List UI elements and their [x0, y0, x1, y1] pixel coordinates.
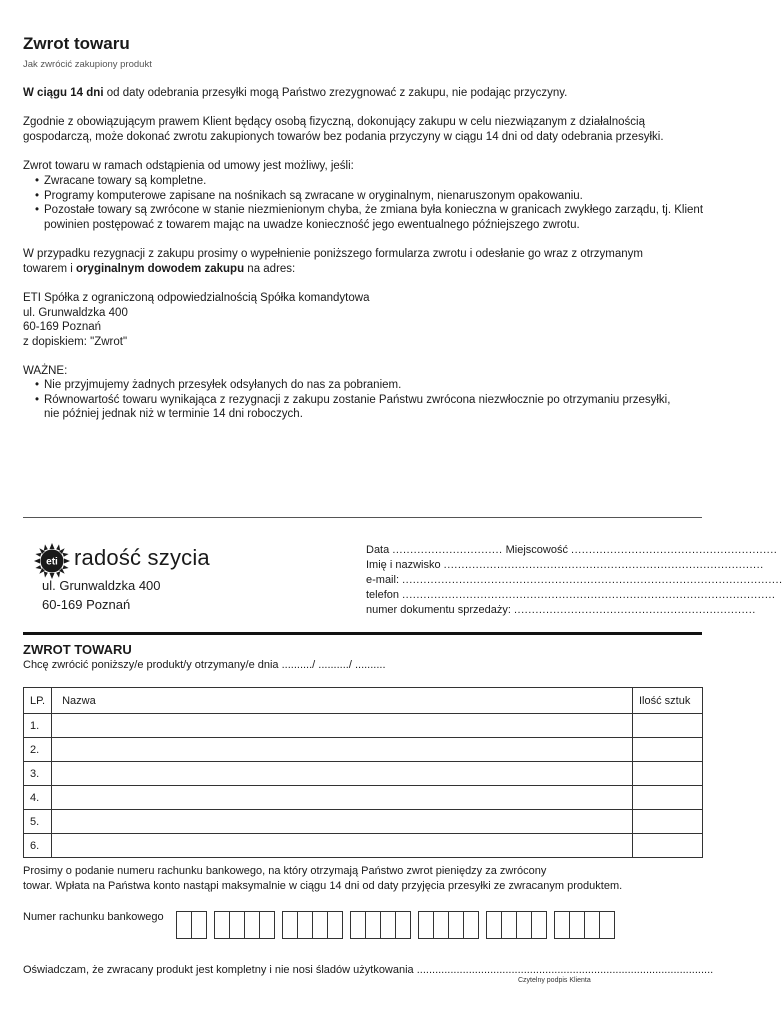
row-number: 5.	[24, 810, 52, 834]
digit-box[interactable]	[418, 911, 434, 939]
digit-box[interactable]	[395, 911, 411, 939]
intro-paragraph-4-line	[23, 262, 643, 277]
brand-logo-icon	[34, 543, 70, 579]
intro-paragraph-2-line: Zgodnie z obowiązującym prawem Klient będący osobą fizyczną, dokonujący zakupu w celu niezwiązanym z działalnością	[23, 116, 645, 128]
intro-paragraph-4-line: W przypadku rezygnacji z zakupu prosimy o wypełnienie poniższego formularza zwrotu i odesłanie go wraz z otrzymanym	[23, 248, 643, 260]
name-field	[366, 558, 764, 573]
list-item: • Równowartość towaru wynikająca z rezygnacji z zakupu zostanie Państwu zwrócona niezwłocznie po otrzymaniu przesyłki,	[23, 393, 670, 408]
return-address	[23, 291, 369, 349]
intro-bold-phrase: W ciągu 14 dni	[23, 87, 104, 99]
address-company: ETI Spółka z ograniczoną odpowiedzialnością Spółka komandytowa	[23, 292, 370, 304]
text-fragment: na adres:	[244, 262, 296, 275]
digit-box[interactable]	[244, 911, 260, 939]
row-number: 4.	[24, 786, 52, 810]
row-number: 6.	[24, 834, 52, 858]
quantity-cell[interactable]	[633, 762, 703, 786]
text-fragment: towarem i	[23, 262, 77, 275]
digit-group	[486, 911, 546, 939]
digit-box[interactable]	[214, 911, 230, 939]
bank-info	[23, 864, 622, 893]
return-form-title: ZWROT TOWARU	[23, 642, 132, 657]
table-row	[24, 786, 703, 810]
page-title: Zwrot towaru	[23, 34, 130, 53]
document-number-field	[366, 603, 756, 618]
digit-group	[554, 911, 614, 939]
digit-group	[418, 911, 478, 939]
important-list	[23, 378, 670, 407]
bank-account-label: Numer rachunku bankowego	[23, 911, 164, 923]
bank-info-line: Prosimy o podanie numeru rachunku bankowego, na który otrzymają Państwo zwrot pieniędzy za zwrócony	[23, 865, 547, 877]
digit-group	[350, 911, 410, 939]
page-subtitle: Jak zwrócić zakupiony produkt	[23, 59, 152, 70]
row-number: 3.	[24, 762, 52, 786]
list-item: • Programy komputerowe zapisane na nośnikach są zwracane w oryginalnym, nienaruszonym opakowaniu.	[23, 189, 703, 204]
quantity-cell[interactable]	[633, 714, 703, 738]
table-row	[24, 834, 703, 858]
digit-box[interactable]	[486, 911, 502, 939]
digit-box[interactable]	[365, 911, 381, 939]
signature-label: Czytelny podpis Klienta	[518, 977, 591, 984]
place-label: Miejscowość	[505, 544, 568, 556]
digit-box[interactable]	[569, 911, 585, 939]
digit-box[interactable]	[229, 911, 245, 939]
return-items-table	[23, 687, 703, 858]
product-name-cell[interactable]	[52, 738, 633, 762]
date-label: Data	[366, 544, 390, 556]
digit-box[interactable]	[554, 911, 570, 939]
address-street: ul. Grunwaldzka 400	[23, 306, 128, 319]
digit-box[interactable]	[448, 911, 464, 939]
email-label: e-mail:	[366, 574, 400, 586]
address-city: 60-169 Poznań	[23, 321, 102, 334]
digit-box[interactable]	[501, 911, 517, 939]
table-row	[24, 762, 703, 786]
brand-street: ul. Grunwaldzka 400	[42, 578, 161, 593]
declaration	[23, 964, 713, 976]
bank-info-line: towar. Wpłata na Państwa konto nastąpi maksymalnie w ciągu 14 dni od daty przyjęcia przesyłki ze zwracanym produktem.	[23, 879, 623, 892]
svg-text:eti: eti	[46, 556, 58, 568]
digit-box[interactable]	[312, 911, 328, 939]
name-input[interactable]: ..........................................................................................	[443, 559, 764, 571]
digit-box[interactable]	[259, 911, 275, 939]
product-name-cell[interactable]	[52, 714, 633, 738]
list-item: • Nie przyjmujemy żadnych przesyłek odsyłanych do nas za pobraniem.	[23, 378, 670, 393]
digit-box[interactable]	[380, 911, 396, 939]
quantity-cell[interactable]	[633, 786, 703, 810]
table-row	[24, 810, 703, 834]
intro-paragraph-1	[23, 86, 567, 101]
signature-input[interactable]: .................................................................................................	[416, 964, 714, 976]
important-label: WAŻNE:	[23, 365, 68, 377]
digit-box[interactable]	[516, 911, 532, 939]
section-divider	[23, 632, 702, 635]
digit-box[interactable]	[191, 911, 207, 939]
date-place-field	[366, 543, 777, 558]
intro-paragraph-2	[23, 115, 664, 144]
address-note: z dopiskiem: "Zwrot"	[23, 335, 128, 348]
brand-name: radość szycia	[74, 545, 210, 570]
digit-box[interactable]	[599, 911, 615, 939]
phone-input[interactable]: .........................................................................................................	[402, 589, 776, 601]
quantity-cell[interactable]	[633, 834, 703, 858]
digit-box[interactable]	[584, 911, 600, 939]
conditions-list	[23, 174, 703, 218]
phone-field	[366, 588, 776, 603]
product-name-cell[interactable]	[52, 762, 633, 786]
declaration-text: Oświadczam, że zwracany produkt jest kompletny i nie nosi śladów użytkowania	[23, 964, 414, 976]
table-header-row	[24, 688, 703, 714]
digit-group	[282, 911, 342, 939]
intro-paragraph-4	[23, 247, 643, 276]
brand-city: 60-169 Poznań	[42, 597, 131, 612]
digit-group	[214, 911, 274, 939]
column-header-name: Nazwa	[52, 688, 633, 714]
document-number-label: numer dokumentu sprzedaży:	[366, 604, 511, 616]
list-item: • Zwracane towary są kompletne.	[23, 174, 703, 189]
product-name-cell[interactable]	[52, 810, 633, 834]
place-input[interactable]: ..........................................................	[571, 544, 778, 556]
column-header-lp: LP.	[24, 688, 52, 714]
form-divider	[23, 517, 702, 518]
table-row	[24, 738, 703, 762]
product-name-cell[interactable]	[52, 834, 633, 858]
row-number: 1.	[24, 714, 52, 738]
date-input[interactable]: ...............................	[392, 544, 503, 556]
list-item: • Pozostałe towary są zwrócone w stanie niezmienionym chyba, że zmiana była konieczna w granicach zwykłego zarządu, tj. Klient	[23, 203, 703, 218]
document-number-input[interactable]: ....................................................................	[513, 604, 756, 616]
digit-box[interactable]	[297, 911, 313, 939]
digit-group	[176, 911, 206, 939]
intro-text: od daty odebrania przesyłki mogą Państwo zrezygnować z zakupu, nie podając przyczyny.	[103, 87, 568, 99]
digit-box[interactable]	[433, 911, 449, 939]
digit-box[interactable]	[176, 911, 192, 939]
digit-box[interactable]	[327, 911, 343, 939]
email-input[interactable]: ...........................................................................................................	[402, 574, 783, 586]
return-form-subtitle: Chcę zwrócić poniższy/e produkt/y otrzymany/e dnia ........../ ........../ ..........	[23, 659, 386, 671]
column-header-quantity: Ilość sztuk	[633, 688, 703, 714]
digit-box[interactable]	[531, 911, 547, 939]
name-label: Imię i nazwisko	[366, 559, 441, 571]
quantity-cell[interactable]	[633, 810, 703, 834]
list-item-continuation: powinien postępować z towarem mając na uwadze konieczność jego ewentualnego późniejszego zwrotu.	[44, 219, 580, 231]
table-row	[24, 714, 703, 738]
phone-label: telefon	[366, 589, 400, 601]
conditions-intro: Zwrot towaru w ramach odstąpienia od umowy jest możliwy, jeśli:	[23, 160, 354, 172]
quantity-cell[interactable]	[633, 738, 703, 762]
digit-box[interactable]	[463, 911, 479, 939]
email-field	[366, 573, 783, 588]
digit-box[interactable]	[350, 911, 366, 939]
intro-paragraph-2-line: gospodarczą, może dokonać zwrotu zakupionych towarów bez podania przyczyny w ciągu 14 dni od daty odebrania przesyłki.	[23, 130, 664, 143]
bold-phrase: oryginalnym dowodem zakupu	[76, 262, 245, 275]
digit-box[interactable]	[282, 911, 298, 939]
bank-account-input[interactable]	[176, 911, 614, 939]
row-number: 2.	[24, 738, 52, 762]
list-item-continuation: nie później jednak niż w terminie 14 dni roboczych.	[44, 408, 303, 420]
product-name-cell[interactable]	[52, 786, 633, 810]
